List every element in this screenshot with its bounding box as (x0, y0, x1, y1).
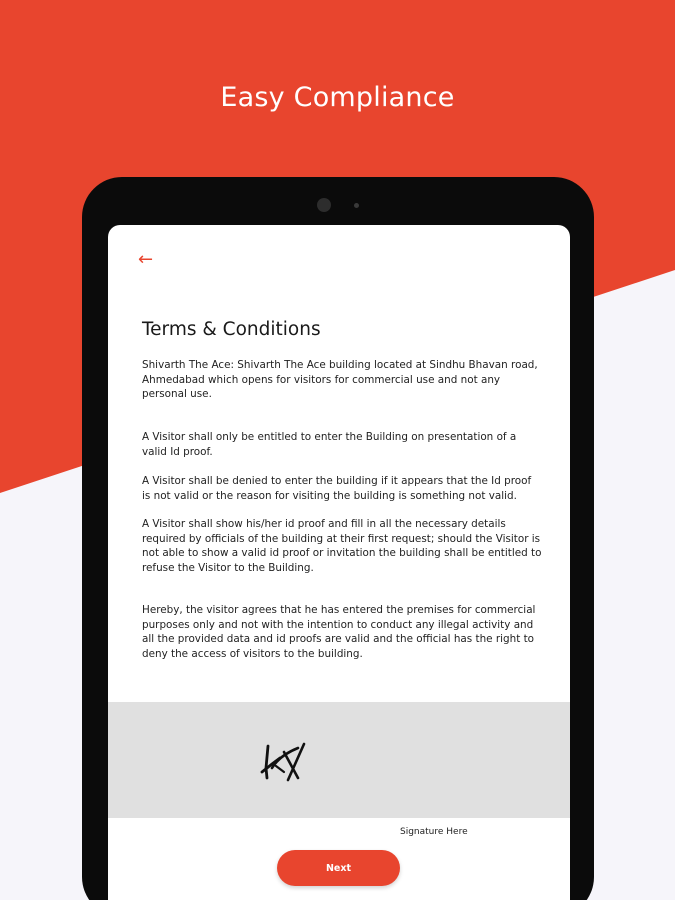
page-title: Terms & Conditions (142, 319, 321, 340)
signature-drawing (258, 738, 318, 784)
sensor-icon (354, 203, 359, 208)
terms-paragraph: Hereby, the visitor agrees that he has entered the premises for commercial purposes only and not with the intention to conduct any illegal activity and all the provided data and id proofs are valid and the official has the right to deny the access of visitors to the building. (142, 604, 536, 660)
app-screen (108, 225, 570, 900)
terms-paragraph: Shivarth The Ace: Shivarth The Ace building located at Sindhu Bhavan road, Ahmedabad which opens for visitors for commercial use and not any personal use. (142, 359, 538, 401)
terms-paragraph: A Visitor shall show his/her id proof and fill in all the necessary details required by officials of the building at their first request; should the Visitor is not able to show a valid id proof or invitation the building shall be entitled to refuse the Visitor to the Building. (142, 518, 542, 574)
next-button[interactable]: Next (277, 850, 400, 886)
signature-pad[interactable] (108, 702, 570, 818)
terms-paragraph: A Visitor shall be denied to enter the building if it appears that the Id proof is not valid or the reason for visiting the building is something not valid. (142, 475, 532, 502)
camera-icon (317, 198, 331, 212)
headline: Easy Compliance (220, 82, 455, 113)
arrow-left-icon[interactable]: ← (138, 249, 154, 270)
signature-label: Signature Here (400, 827, 468, 837)
terms-paragraph: A Visitor shall only be entitled to enter the Building on presentation of a valid Id proof. (142, 431, 517, 458)
